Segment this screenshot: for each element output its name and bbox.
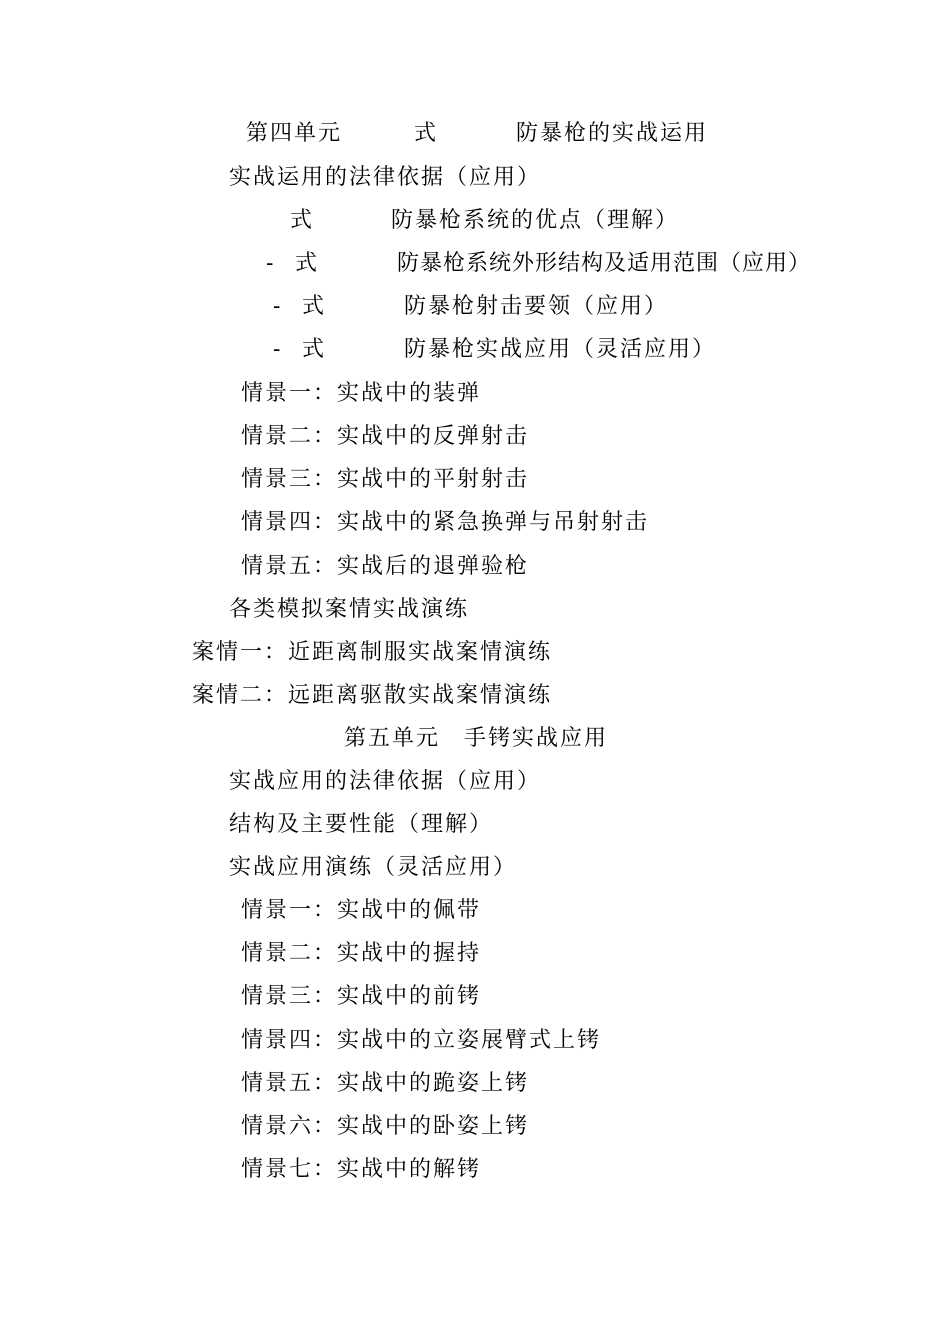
section-text: 防暴枪系统的优点（理解） (391, 208, 680, 233)
section-mark: 式 (302, 294, 327, 319)
section-dash: - (266, 251, 276, 276)
unit4-heading (0, 120, 950, 150)
unit5-item: 结构及主要性能（理解） (229, 812, 494, 837)
unit4-scene: 情景二：实战中的反弹射击 (241, 424, 530, 449)
unit4-scene: 情景四：实战中的紧急换弹与吊射射击 (241, 510, 650, 535)
section-mark: 式 (302, 337, 327, 362)
unit4-section (0, 207, 950, 237)
unit5-scene: 情景二：实战中的握持 (241, 941, 482, 966)
section-mark: 式 (290, 208, 315, 233)
unit4-section (0, 336, 950, 366)
unit4-case: 案情二：远距离驱散实战案情演练 (192, 683, 553, 708)
unit4-drills-title: 各类模拟案情实战演练 (229, 597, 470, 622)
unit5-item: 实战应用的法律依据（应用） (229, 769, 542, 794)
unit4-heading-label: 第四单元 (246, 121, 343, 146)
section-dash: - (273, 337, 283, 362)
section-mark: 式 (295, 251, 320, 276)
unit4-case: 案情一：近距离制服实战案情演练 (192, 640, 553, 665)
unit4-section (0, 250, 950, 280)
unit5-scene: 情景七：实战中的解铐 (241, 1157, 482, 1182)
unit5-scene: 情景四：实战中的立姿展臂式上铐 (241, 1028, 602, 1053)
unit5-scene: 情景六：实战中的卧姿上铐 (241, 1114, 530, 1139)
unit4-heading-mark: 式 (414, 121, 439, 146)
unit4-heading-title: 防暴枪的实战运用 (516, 121, 709, 146)
unit5-scene: 情景五：实战中的跪姿上铐 (241, 1071, 530, 1096)
unit5-heading: 第五单元 手铐实战应用 (344, 726, 609, 751)
unit5-item: 实战应用演练（灵活应用） (229, 855, 518, 880)
unit4-scene: 情景三：实战中的平射射击 (241, 467, 530, 492)
section-text: 防暴枪系统外形结构及适用范围（应用） (397, 251, 812, 276)
unit4-legal-basis: 实战运用的法律依据（应用） (229, 165, 542, 190)
section-text: 防暴枪射击要领（应用） (404, 294, 669, 319)
unit5-scene: 情景一：实战中的佩带 (241, 898, 482, 923)
section-text: 防暴枪实战应用（灵活应用） (404, 337, 717, 362)
unit4-section (0, 293, 950, 323)
section-dash: - (273, 294, 283, 319)
unit4-scene: 情景一：实战中的装弹 (241, 381, 482, 406)
unit4-scene: 情景五：实战后的退弹验枪 (241, 554, 530, 579)
unit5-scene: 情景三：实战中的前铐 (241, 984, 482, 1009)
